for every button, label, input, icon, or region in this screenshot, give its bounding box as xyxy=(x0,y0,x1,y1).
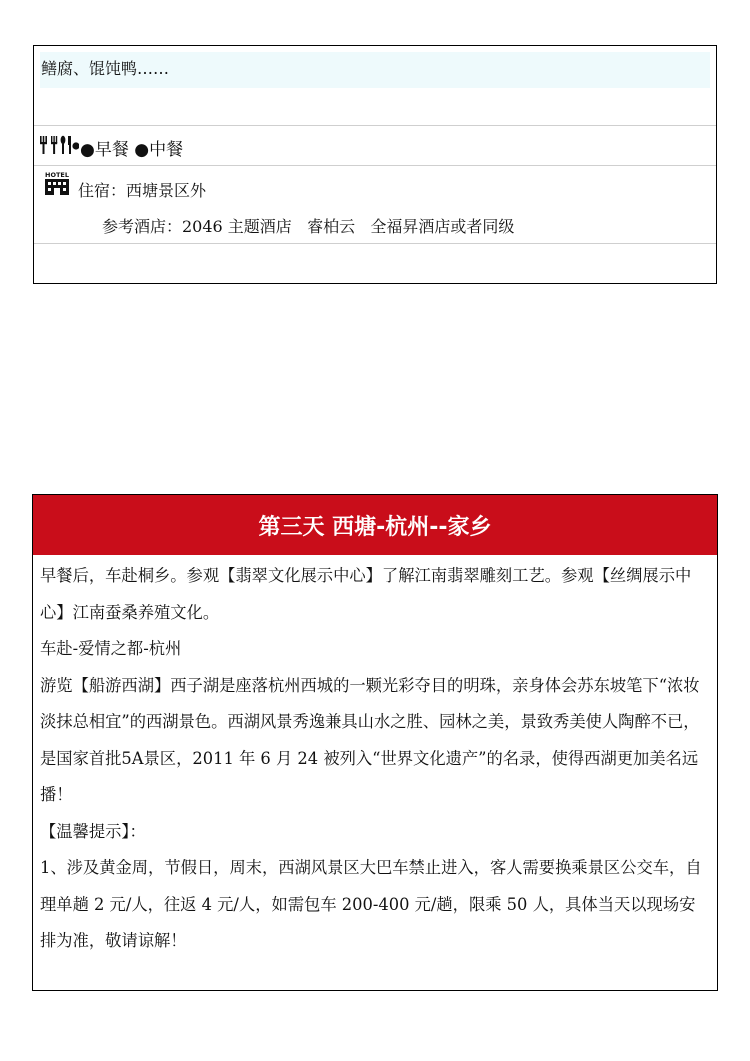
food-row xyxy=(34,46,716,126)
hotel-badge: HOTEL xyxy=(45,171,69,179)
itinerary-box-day2-end xyxy=(33,45,717,284)
paragraph: 车赴-爱情之都-杭州 xyxy=(40,639,182,658)
itinerary-box-day3 xyxy=(32,494,718,991)
stay-text: 住宿：西塘景区外 xyxy=(78,181,207,200)
day3-title: 第三天 西塘-杭州--家乡 xyxy=(33,495,717,555)
paragraph: 【温馨提示】： xyxy=(40,821,146,841)
paragraph: 早餐后，车赴桐乡。参观【翡翠文化展示中心】了解江南翡翠雕刻工艺。参观【丝绸展示中心】江南蚕桑养殖文化。 xyxy=(40,566,692,622)
paragraph: 游览【船游西湖】西子湖是座落杭州西城的一颗光彩夺目的明珠，亲身体会苏东坡笔下“浓妆淡抹总相宜”的西湖景色。西湖风景秀逸兼具山水之胜、园林之美，景致秀美使人陶醉不已，是国家首批5A景区，2011 年 6 月 24 被列入“世界文化遗产”的名录，使得西湖更加美名远播！ xyxy=(40,675,700,804)
meals-row xyxy=(34,126,716,166)
stay-row xyxy=(34,166,716,244)
meals-text: ●早餐 ●中餐 xyxy=(80,140,184,160)
food-list: 鳝腐、馄饨鸭…… xyxy=(41,59,170,78)
reference-hotels: 参考酒店：2046 主题酒店 睿柏云 全福昇酒店或者同级 xyxy=(102,217,515,236)
cutlery-icon xyxy=(39,135,79,155)
hotel-icon xyxy=(40,170,74,196)
paragraph: 1、涉及黄金周，节假日，周末，西湖风景区大巴车禁止进入，客人需要换乘景区公交车，自理单趟 2 元/人，往返 4 元/人，如需包车 200-400 元/趟，限乘 50 人，具体当天以现场安排为准，敬请谅解！ xyxy=(40,858,702,950)
day3-content xyxy=(33,555,717,960)
